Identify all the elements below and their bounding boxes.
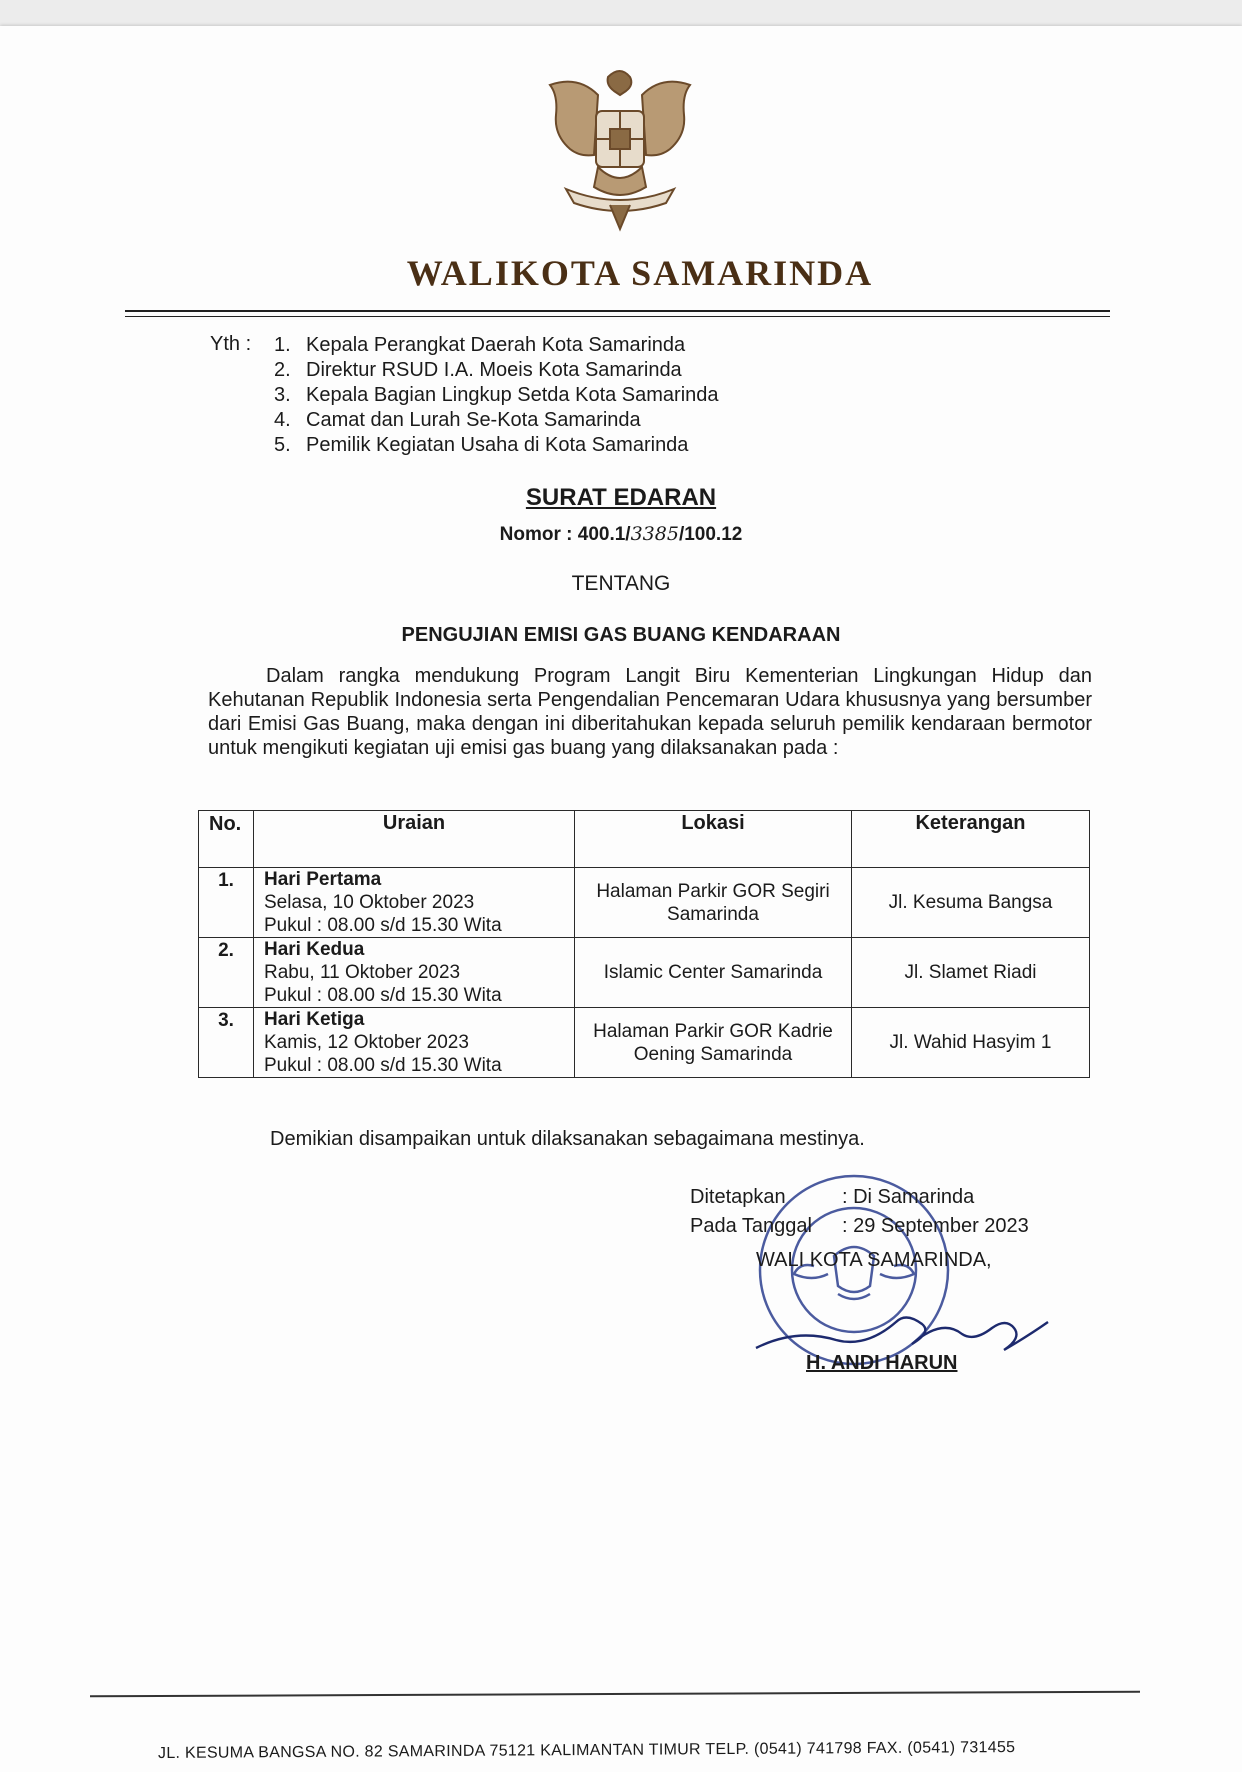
row-note: Jl. Kesuma Bangsa bbox=[852, 868, 1090, 938]
handwritten-number: 3385 bbox=[630, 523, 679, 545]
row-note: Jl. Slamet Riadi bbox=[852, 938, 1090, 1008]
body-paragraph: Dalam rangka mendukung Program Langit Biru Kementerian Lingkungan Hidup dan Kehutanan Republik Indonesia serta Pengendalian Pencemaran Udara khususnya yang bersumber dari Emisi Gas Buang, maka dengan ini diberitahukan kepada seluruh pemilik kendaraan bermotor untuk mengikuti kegiatan uji emisi gas buang yang dilaksanakan pada : bbox=[208, 665, 1092, 759]
row-description: Hari Ketiga Kamis, 12 Oktober 2023 Pukul : 08.00 s/d 15.30 Wita bbox=[254, 1008, 575, 1078]
addressee-item: 1. Kepala Perangkat Daerah Kota Samarinda bbox=[274, 334, 686, 356]
addressee-item: 5. Pemilik Kegiatan Usaha di Kota Samarinda bbox=[274, 434, 689, 456]
place-line: Ditetapkan : Di Samarinda bbox=[690, 1186, 975, 1208]
document-subject: PENGUJIAN EMISI GAS BUANG KENDARAAN bbox=[401, 624, 841, 646]
closing-sentence: Demikian disampaikan untuk dilaksanakan sebagaimana mestinya. bbox=[270, 1128, 865, 1150]
addressee-list bbox=[274, 333, 719, 458]
about-label: TENTANG bbox=[571, 572, 671, 595]
signature-details bbox=[690, 1183, 1029, 1241]
row-location: Islamic Center Samarinda bbox=[575, 938, 852, 1008]
letterhead-rule-thin bbox=[125, 316, 1110, 317]
table-row bbox=[199, 1008, 1090, 1078]
header-no: No. bbox=[199, 811, 254, 868]
document-type: SURAT EDARAN bbox=[525, 484, 717, 511]
addressee-item: 2. Direktur RSUD I.A. Moeis Kota Samarinda bbox=[274, 359, 682, 381]
addressee-item: 3. Kepala Bagian Lingkup Setda Kota Samarinda bbox=[274, 384, 719, 406]
addressee-item: 4. Camat dan Lurah Se-Kota Samarinda bbox=[274, 409, 641, 431]
table-row bbox=[199, 868, 1090, 938]
header-keterangan: Keterangan bbox=[852, 811, 1090, 868]
header-lokasi: Lokasi bbox=[575, 811, 852, 868]
signer-title: WALI KOTA SAMARINDA, bbox=[756, 1249, 992, 1271]
row-description: Hari Kedua Rabu, 11 Oktober 2023 Pukul : 08.00 s/d 15.30 Wita bbox=[254, 938, 575, 1008]
row-location: Halaman Parkir GOR Segiri Samarinda bbox=[575, 868, 852, 938]
row-number: 1. bbox=[199, 868, 254, 938]
garuda-emblem bbox=[538, 55, 702, 235]
row-number: 2. bbox=[199, 938, 254, 1008]
date-line: Pada Tanggal : 29 September 2023 bbox=[690, 1215, 1029, 1237]
table-header-row bbox=[199, 811, 1090, 868]
letterhead-rule-thick bbox=[125, 310, 1110, 312]
row-note: Jl. Wahid Hasyim 1 bbox=[852, 1008, 1090, 1078]
letterhead-title: WALIKOTA SAMARINDA bbox=[406, 253, 874, 293]
signer-name: H. ANDI HARUN bbox=[806, 1352, 958, 1374]
addressee-label: Yth : bbox=[210, 333, 252, 355]
table-row bbox=[199, 938, 1090, 1008]
document-number: Nomor : 400.1/3385/100.12 bbox=[499, 523, 743, 545]
row-location: Halaman Parkir GOR Kadrie Oening Samarinda bbox=[575, 1008, 852, 1078]
schedule-table bbox=[198, 810, 1090, 1078]
row-description: Hari Pertama Selasa, 10 Oktober 2023 Pukul : 08.00 s/d 15.30 Wita bbox=[254, 868, 575, 938]
row-number: 3. bbox=[199, 1008, 254, 1078]
footer-address: JL. KESUMA BANGSA NO. 82 SAMARINDA 75121 KALIMANTAN TIMUR TELP. (0541) 741798 FAX. (0541) 731455 bbox=[157, 1739, 1016, 1762]
header-uraian: Uraian bbox=[254, 811, 575, 868]
